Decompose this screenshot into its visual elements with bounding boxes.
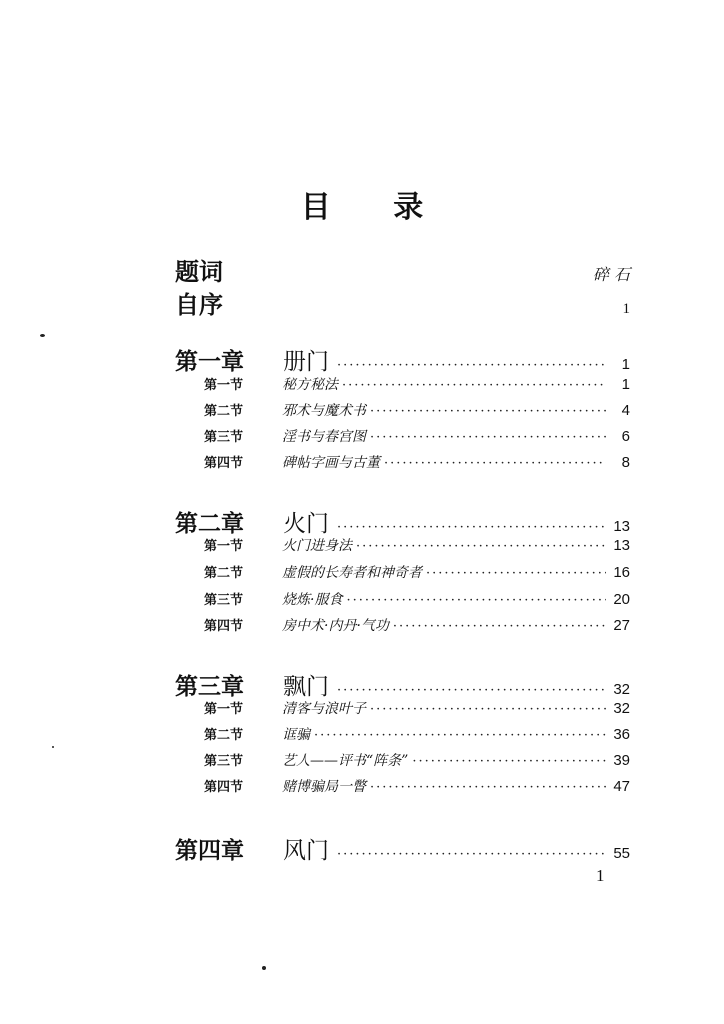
page-number: 16 (613, 564, 630, 581)
section-number: 第一节 (204, 539, 244, 554)
scan-speck (40, 334, 45, 337)
page-number: 13 (613, 537, 630, 554)
dot-leader (370, 430, 606, 445)
dot-leader (337, 358, 606, 373)
toc-section[interactable] (204, 562, 630, 582)
section-title: 邪术与魔术书 (282, 403, 366, 419)
front-matter-label: 自序 (175, 291, 223, 319)
chapter-title: 册门 (283, 349, 329, 375)
section-number: 第一节 (204, 378, 244, 393)
section-number: 第三节 (204, 430, 244, 445)
toc-section[interactable] (204, 750, 630, 770)
section-title: 房中术·内丹·气功 (282, 618, 389, 634)
page-number: 32 (613, 681, 630, 698)
toc-section[interactable] (204, 589, 630, 609)
section-number: 第一节 (204, 702, 244, 717)
chapter-title: 火门 (283, 511, 329, 537)
page-number: 4 (621, 402, 630, 419)
scan-speck (262, 966, 266, 970)
section-title: 赌博骗局一瞥 (282, 779, 366, 795)
dot-leader (384, 456, 606, 471)
section-title: 烧炼·服食 (282, 592, 343, 608)
page-number: 13 (613, 518, 630, 535)
chapter-number: 第一章 (175, 349, 244, 375)
page-number: 27 (613, 617, 630, 634)
page-folio: 1 (596, 866, 605, 885)
chapter-number: 第四章 (175, 838, 244, 864)
dot-leader (412, 754, 606, 769)
scan-speck (52, 746, 54, 748)
toc-chapter-1[interactable] (175, 343, 630, 376)
page-number: 6 (621, 428, 630, 445)
section-number: 第三节 (204, 593, 244, 608)
toc-section[interactable] (204, 698, 630, 718)
page-number: 39 (613, 752, 630, 769)
section-title: 秘方秘法 (282, 377, 338, 393)
dot-leader (337, 520, 606, 535)
front-matter-author: 碎 石 (592, 265, 630, 284)
toc-section[interactable] (204, 724, 630, 744)
toc-section[interactable] (204, 615, 630, 635)
section-number: 第四节 (204, 619, 244, 634)
page-title: 目 录 (300, 190, 450, 225)
page-number: 32 (613, 700, 630, 717)
toc-section[interactable] (204, 400, 630, 420)
page-number: 1 (621, 356, 630, 373)
section-title: 淫书与春宫图 (282, 429, 366, 445)
section-number: 第四节 (204, 780, 244, 795)
section-number: 第三节 (204, 754, 244, 769)
section-number: 第二节 (204, 728, 244, 743)
section-title: 碑帖字画与古董 (282, 455, 380, 471)
toc-chapter-3[interactable] (175, 668, 630, 701)
chapter-title: 风门 (283, 838, 329, 864)
front-matter-dedication[interactable] (175, 252, 630, 287)
front-matter-preface[interactable] (175, 285, 630, 320)
section-title: 诓骗 (282, 727, 310, 743)
page-number: 1 (622, 301, 630, 317)
page-number: 8 (621, 454, 630, 471)
section-title: 艺人——评书“阵条” (282, 753, 409, 769)
dot-leader (314, 728, 606, 743)
section-number: 第二节 (204, 566, 244, 581)
toc-section[interactable] (204, 374, 630, 394)
dot-leader (346, 593, 606, 608)
chapter-number: 第三章 (175, 674, 244, 700)
section-title: 虚假的长寿者和神奇者 (282, 565, 422, 581)
page-number: 36 (613, 726, 630, 743)
page-number: 55 (613, 845, 630, 862)
toc-section[interactable] (204, 776, 630, 796)
dot-leader (337, 847, 606, 862)
section-title: 清客与浪叶子 (282, 701, 366, 717)
front-matter-label: 题词 (175, 258, 223, 286)
chapter-title: 飘门 (283, 674, 329, 700)
dot-leader (426, 566, 606, 581)
toc-section[interactable] (204, 426, 630, 446)
dot-leader (393, 619, 606, 634)
chapter-number: 第二章 (175, 511, 244, 537)
page-number: 47 (613, 778, 630, 795)
toc-section[interactable] (204, 452, 630, 472)
dot-leader (370, 702, 606, 717)
toc-chapter-2[interactable] (175, 505, 630, 538)
dot-leader (342, 378, 606, 393)
dot-leader (370, 780, 606, 795)
dot-leader (356, 539, 606, 554)
section-number: 第二节 (204, 404, 244, 419)
toc-chapter-4[interactable] (175, 832, 630, 865)
section-title: 火门进身法 (282, 538, 352, 554)
dot-leader (370, 404, 606, 419)
dot-leader (337, 683, 606, 698)
toc-section[interactable] (204, 535, 630, 555)
page-number: 1 (621, 376, 630, 393)
section-number: 第四节 (204, 456, 244, 471)
page-number: 20 (613, 591, 630, 608)
